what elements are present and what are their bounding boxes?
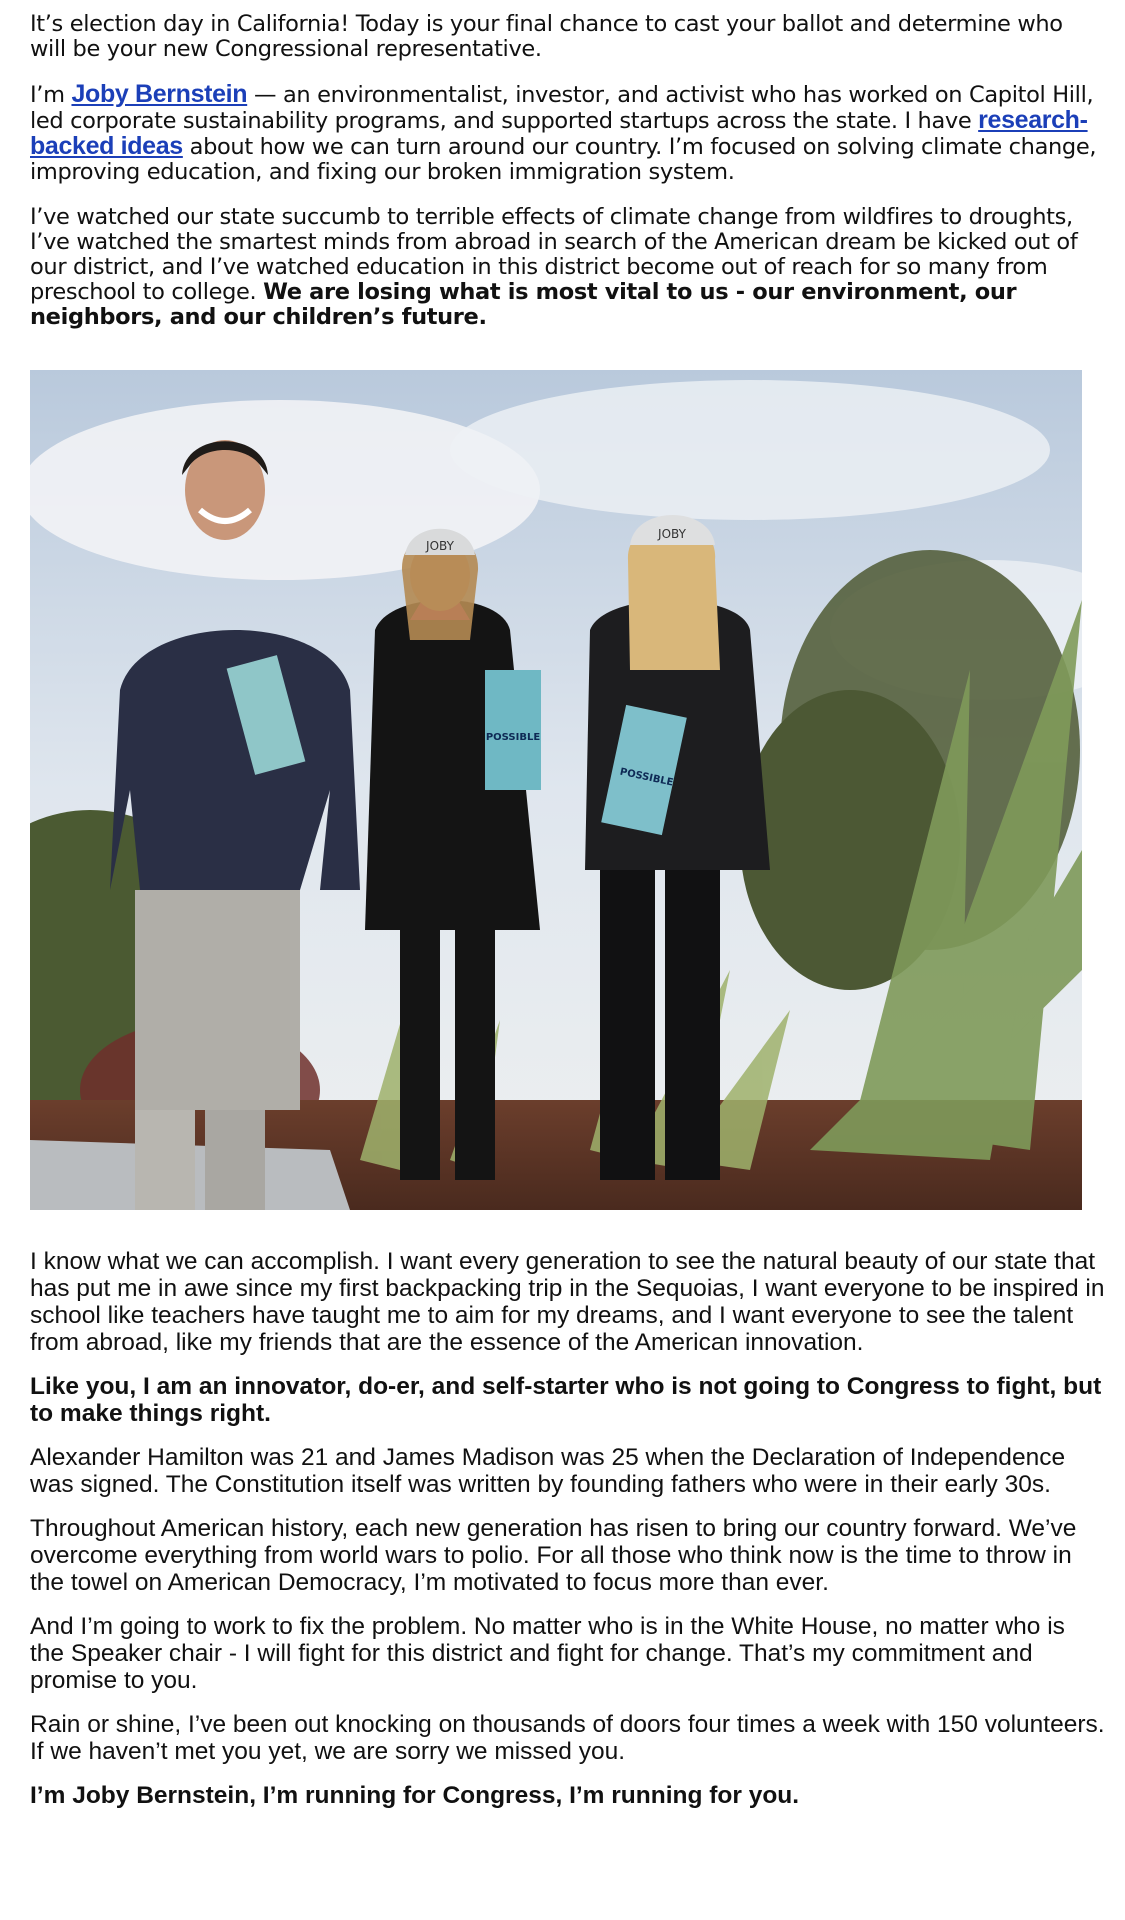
middle-flyer-text: POSSIBLE: [485, 732, 541, 743]
right-cap-text: JOBY: [658, 527, 686, 541]
middle-cap-text: JOBY: [426, 539, 454, 553]
right-flyer-text: POSSIBLE: [618, 766, 675, 789]
cloud: [450, 380, 1050, 520]
body-paragraph-7: I’m Joby Bernstein, I’m running for Congress, I’m running for you.: [30, 1782, 800, 1809]
intro-paragraph-2: [30, 82, 1100, 185]
message-body: [30, 1248, 1105, 1826]
body-paragraph-5: And I’m going to work to fix the problem. No matter who is in the White House, no matter who is the Speaker chair - I will fight for this district and fight for change. That’s my commitment and promise to you.: [30, 1613, 1065, 1694]
body-paragraph-3: Alexander Hamilton was 21 and James Madison was 25 when the Declaration of Independence was signed. The Constitution itself was written by founding fathers who were in their early 30s.: [30, 1444, 1066, 1498]
intro-focus: about how we can turn around our country. I’m focused on solving climate change, improving education, and fixing our broken immigration system.: [30, 134, 1097, 185]
campaign-photo-illustration: [30, 370, 1082, 1210]
intro-concerns: I’ve watched our state succumb to terrible effects of climate change from wildfires to droughts, I’ve watched the smartest minds from abroad in search of the American dream be kicked out of our district, and I’ve watched education in this district become out of reach for so many from preschool to college.: [30, 204, 1078, 305]
intro-section: [30, 12, 1100, 350]
intro-prefix: I’m: [30, 82, 72, 108]
intro-paragraph-3: [30, 205, 1100, 330]
body-paragraph-6: Rain or shine, I’ve been out knocking on thousands of doors four times a week with 150 volunteers. If we haven’t met you yet, we are sorry we missed you.: [30, 1711, 1105, 1765]
campaign-photo: [30, 370, 1082, 1210]
body-paragraph-4: Throughout American history, each new generation has risen to bring our country forward. We’ve overcome everything from world wars to polio. For all those who think now is the time to throw in the towel on American Democracy, I’m motivated to focus more than ever.: [30, 1515, 1077, 1596]
candidate-name-link[interactable]: Joby Bernstein: [71, 80, 248, 108]
intro-emphasis: We are losing what is most vital to us - our environment, our neighbors, and our children’s future.: [30, 279, 1017, 330]
intro-paragraph-1: It’s election day in California! Today is your final chance to cast your ballot and determine who will be your new Congressional representative.: [30, 11, 1063, 62]
body-paragraph-2: Like you, I am an innovator, do-er, and self-starter who is not going to Congress to fight, but to make things right.: [30, 1373, 1102, 1427]
body-paragraph-1: I know what we can accomplish. I want every generation to see the natural beauty of our state that has put me in awe since my first backpacking trip in the Sequoias, I want everyone to be inspired in school like teachers have taught me to aim for my dreams, and I want everyone to see the talent from abroad, like my friends that are the essence of the American innovation.: [30, 1248, 1105, 1356]
intro-description: — an environmentalist, investor, and activist who has worked on Capitol Hill, led corporate sustainability programs, and supported startups across the state. I have: [30, 82, 1094, 134]
research-ideas-link[interactable]: research-backed ideas: [30, 106, 1088, 160]
